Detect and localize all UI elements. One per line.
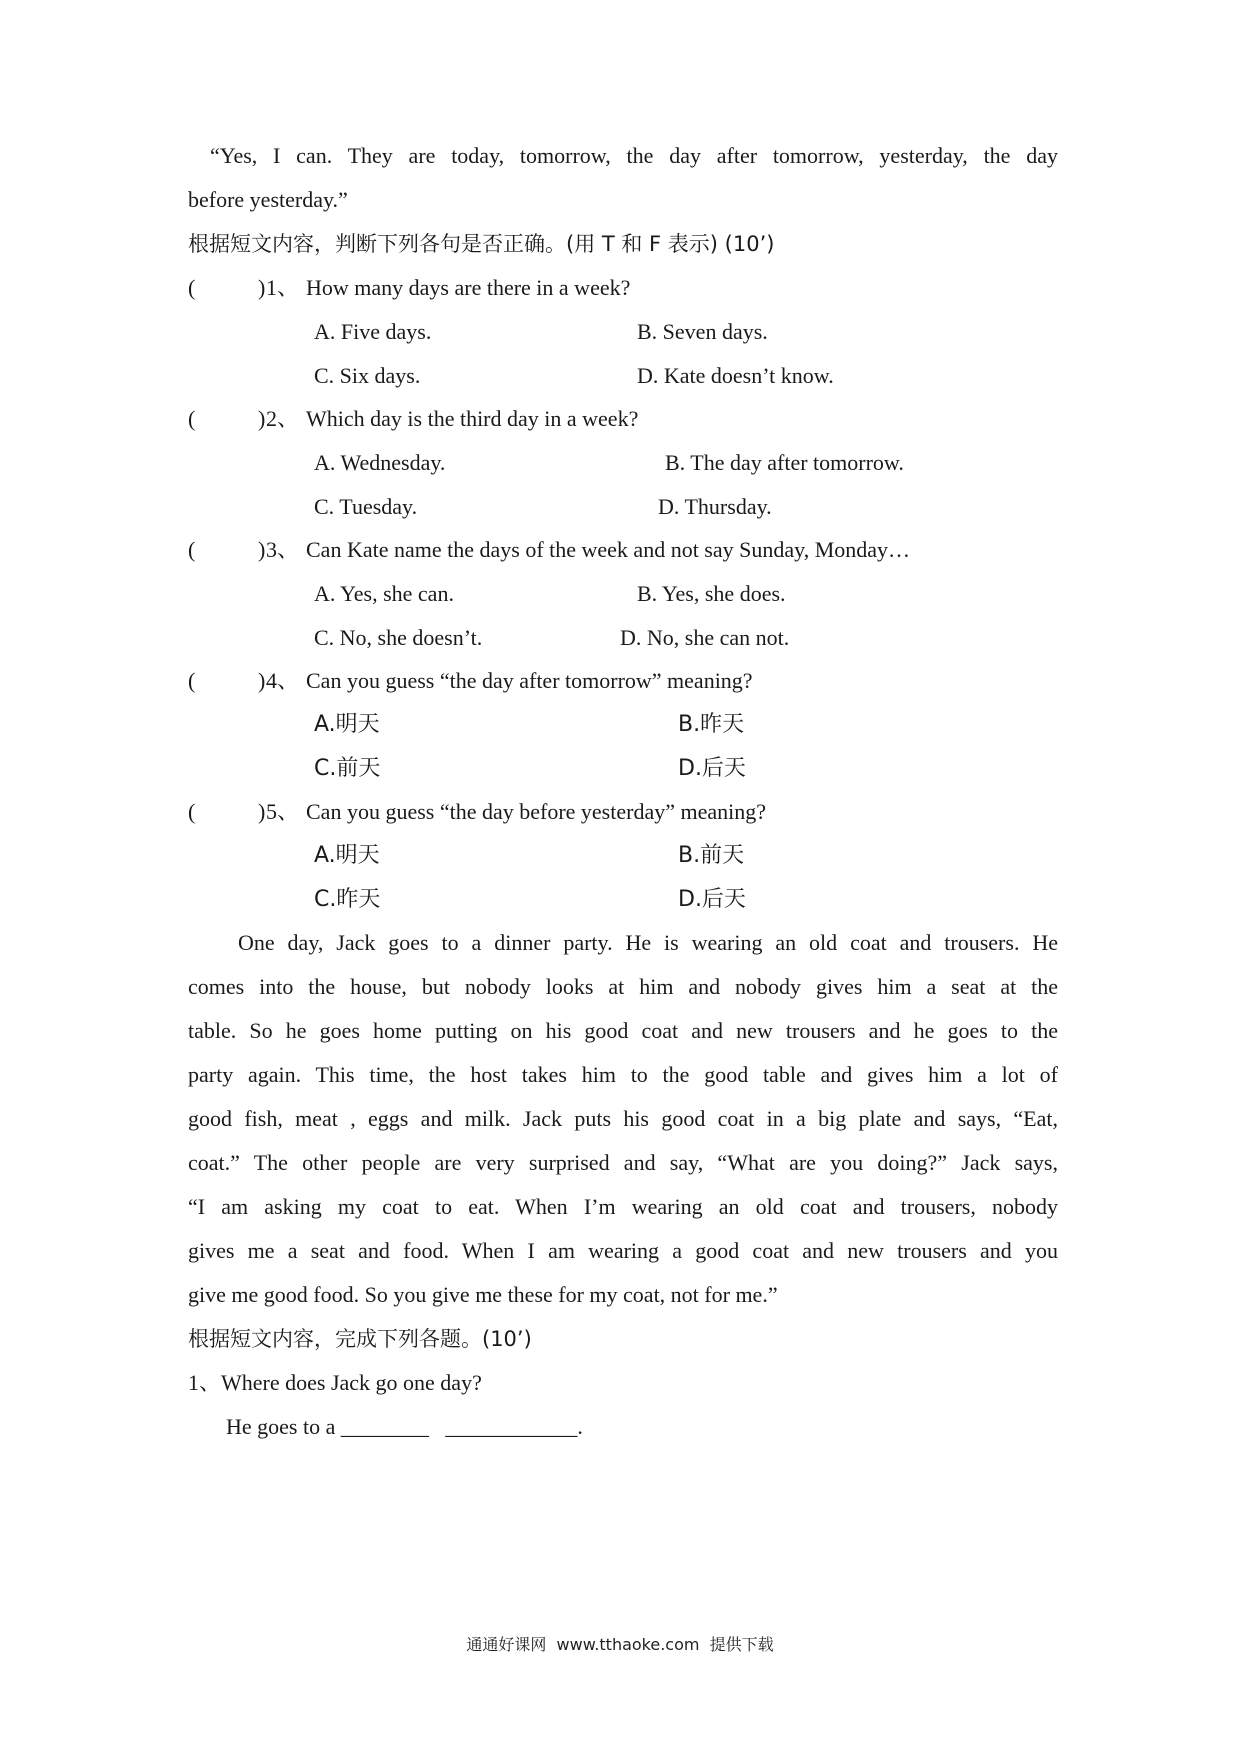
section2-question-1: 1、Where does Jack go one day? [188,1370,482,1395]
passage1-line-2: before yesterday.” [188,187,348,212]
section1-instruction: 根据短文内容，判断下列各句是否正确。(用 T 和 F 表示) (10’) [188,232,775,256]
q4-option-a: A.明天 [314,712,380,737]
q5-option-a: A.明天 [314,843,380,868]
answer-paren-open-5: ( [188,799,196,824]
question-text-5: Can you guess “the day before yesterday” meaning? [306,799,766,824]
question-number-1: 1、 [266,275,300,300]
q3-option-a: A. Yes, she can. [314,581,454,606]
question-text-3: Can Kate name the days of the week and not say Sunday, Monday… [306,537,911,562]
q4-option-c: C.前天 [314,756,381,781]
question-text-2: Which day is the third day in a week? [306,406,639,431]
q3-option-d: D. No, she can not. [620,625,790,650]
q2-option-a: A. Wednesday. [314,450,446,475]
q2-option-d: D. Thursday. [658,494,772,519]
passage2-line-6: coat.” The other people are very surprised and say, “What are you doing?” Jack says, [188,1150,1058,1175]
q4-option-d: D.后天 [678,756,746,781]
q1-option-d: D. Kate doesn’t know. [637,363,834,388]
q3-option-b: B. Yes, she does. [637,581,786,606]
q5-option-b: B.前天 [678,843,745,868]
q3-option-c: C. No, she doesn’t. [314,625,483,650]
answer-paren-close-5: ) [258,799,266,824]
q2-option-c: C. Tuesday. [314,494,418,519]
q2-option-b: B. The day after tomorrow. [665,450,904,475]
question-text-1: How many days are there in a week? [306,275,631,300]
answer-paren-close-1: ) [258,275,266,300]
q5-option-d: D.后天 [678,887,746,912]
q1-option-b: B. Seven days. [637,319,768,344]
answer-paren-open-4: ( [188,668,196,693]
passage2-line-7: “I am asking my coat to eat. When I’m wearing an old coat and trousers, nobody [188,1194,1058,1219]
passage2-line-8: gives me a seat and food. When I am wearing a good coat and new trousers and you [188,1238,1058,1263]
answer-paren-open-3: ( [188,537,196,562]
q4-option-b: B.昨天 [678,712,745,737]
q1-option-a: A. Five days. [314,319,432,344]
passage2-line-2: comes into the house, but nobody looks at him and nobody gives him a seat at the [188,974,1058,999]
question-text-4: Can you guess “the day after tomorrow” meaning? [306,668,753,693]
question-number-4: 4、 [266,668,300,693]
answer-paren-open-2: ( [188,406,196,431]
passage1-line-1: “Yes, I can. They are today, tomorrow, the day after tomorrow, yesterday, the day [210,143,1058,168]
passage2-line-5: good fish, meat , eggs and milk. Jack puts his good coat in a big plate and says, “Eat, [188,1106,1058,1131]
passage2-line-1: One day, Jack goes to a dinner party. He is wearing an old coat and trousers. He [238,930,1058,955]
question-number-5: 5、 [266,799,300,824]
section2-instruction: 根据短文内容，完成下列各题。(10’) [188,1327,532,1351]
answer-paren-close-4: ) [258,668,266,693]
question-number-2: 2、 [266,406,300,431]
page-footer: 通通好课网 www.tthaoke.com 提供下载 [466,1635,774,1654]
section2-answer-blank-1[interactable]: He goes to a ________ ____________. [226,1414,583,1439]
question-number-3: 3、 [266,537,300,562]
passage2-line-9: give me good food. So you give me these for my coat, not for me.” [188,1282,778,1307]
answer-paren-close-2: ) [258,406,266,431]
answer-paren-close-3: ) [258,537,266,562]
passage2-line-3: table. So he goes home putting on his good coat and new trousers and he goes to the [188,1018,1058,1043]
q1-option-c: C. Six days. [314,363,421,388]
q5-option-c: C.昨天 [314,887,381,912]
passage2-line-4: party again. This time, the host takes him to the good table and gives him a lot of [188,1062,1058,1087]
answer-paren-open-1: ( [188,275,196,300]
